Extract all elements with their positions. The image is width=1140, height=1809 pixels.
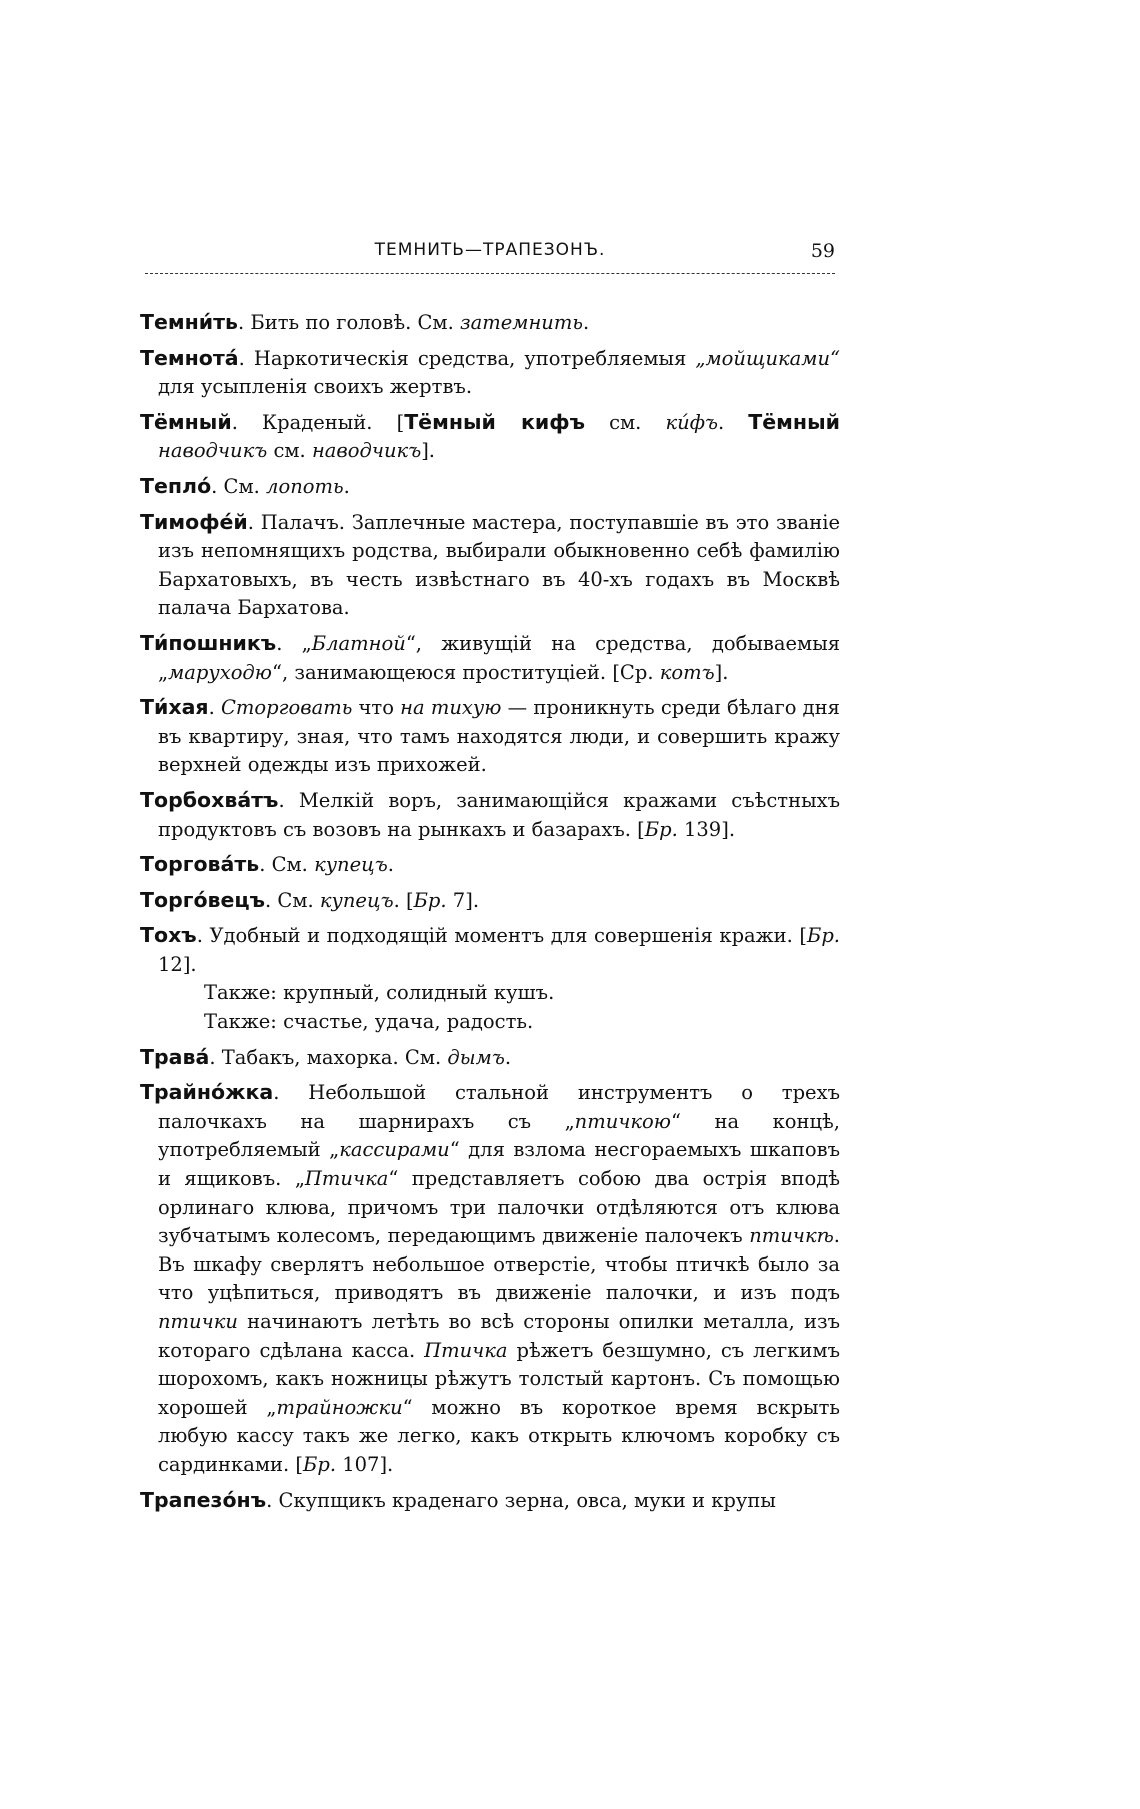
header-rule [145,273,835,274]
dictionary-column [140,308,840,1521]
entry-trapezon: Трапезо́нъ. Скупщикъ краденаго зерна, овса, муки и крупы [140,1487,776,1512]
headword: Торбохва́тъ [140,787,279,812]
entry-torgovat: Торгова́ть. См. купецъ. [140,852,394,877]
entry-temnit: Темни́ть. Бить по головѣ. См. затемнить. [140,310,590,334]
entry-teplo: Тепло́. См. лопоть. [140,473,350,498]
headword: Ти́пошникъ [140,630,277,655]
headword: Темни́ть [140,310,239,334]
headword: Темнота́ [140,345,239,370]
headword: Тохъ [140,923,197,948]
page-header [145,240,835,280]
headword: Торгова́ть [140,852,260,877]
entry-tikhaya: Ти́хая. Сторговать что на тихую — проникнуть среди бѣлаго дня въ квартиру, зная, что тамъ находятся люди, и совершить кражу верхней одежды изъ прихожей. [140,695,840,777]
headword: Трайно́жка [140,1080,274,1105]
headword: Торго́вецъ [140,887,266,912]
entry-tiposhnik: Ти́пошникъ. „Блатной“, живущій на средства, добываемыя „маруходю“, занимающеюся проституціей. [Ср. котъ]. [140,630,841,684]
page-number: 59 [810,240,835,262]
entry-temnota: Темнота́. Наркотическія средства, употребляемыя „мойщиками“ для усыпленія своихъ жертвъ. [140,345,840,399]
entry-timofei: Тимофе́й. Палачъ. Заплечные мастера, поступавшіе въ это званіе изъ непомнящихъ родства, выбирали обыкновенно себѣ фамилію Бархатовыхъ, въ честь извѣстнаго въ 40-хъ годахъ въ Москвѣ палача Бархатова. [140,509,840,620]
entry-tokh: Тохъ. Удобный и подходящій моментъ для совершенія кражи. [Бр. 12]. [140,923,840,976]
entry-torbokhvat: Торбохва́тъ. Мелкій воръ, занимающійся кражами съѣстныхъ продуктовъ съ возовъ на рынкахъ и базарахъ. [Бр. 139]. [140,787,840,841]
entry-temnyi: Тёмный. Краденый. [Тёмный кифъ см. ки́фъ. Тёмный наводчикъ см. наводчикъ]. [140,409,840,463]
headword: Тёмный [140,409,232,434]
running-head: ТЕМНИТЬ—ТРАПЕЗОНЪ. [374,240,606,260]
entry-torgovets: Торго́вецъ. См. купецъ. [Бр. 7]. [140,887,480,912]
headword: Ти́хая [140,695,209,720]
entry-tokh-sub-1: Также: крупный, солидный кушъ. [204,981,555,1005]
entry-trainozhka: Трайно́жка. Небольшой стальной инструментъ о трехъ палочкахъ на шарнирахъ съ „птичкою“ на концѣ, употребляемый „кассирами“ для взлома несгораемыхъ шкаповъ и ящиковъ. „Птичка“ представляетъ собою два острія вподѣ орлинаго клюва, причомъ три палочки отдѣляются отъ клюва зубчатымъ колесомъ, передающимъ движеніе палочекъ птичкѣ. Въ шкафу сверлятъ небольшое отверстіе, чтобы птичкѣ было за что уцѣпиться, приводятъ въ движеніе палочки, и изъ подъ птички начинаютъ летѣть во всѣ стороны опилки металла, изъ котораго сдѣлана касса. Птичка рѣжетъ безшумно, съ легкимъ шорохомъ, какъ ножницы рѣжутъ толстый картонъ. Съ помощью хорошей „трайножки“ можно въ короткое время вскрыть любую кассу такъ же легко, какъ открыть ключомъ коробку съ сардинками. [Бр. 107]. [140,1080,841,1476]
headword: Тепло́ [140,473,212,498]
headword: Трапезо́нъ [140,1487,267,1512]
headword: Трава́ [140,1044,210,1069]
entry-trava: Трава́. Табакъ, махорка. См. дымъ. [140,1044,512,1069]
headword: Тимофе́й [140,509,248,534]
entry-tokh-sub-2: Также: счастье, удача, радость. [204,1010,534,1034]
